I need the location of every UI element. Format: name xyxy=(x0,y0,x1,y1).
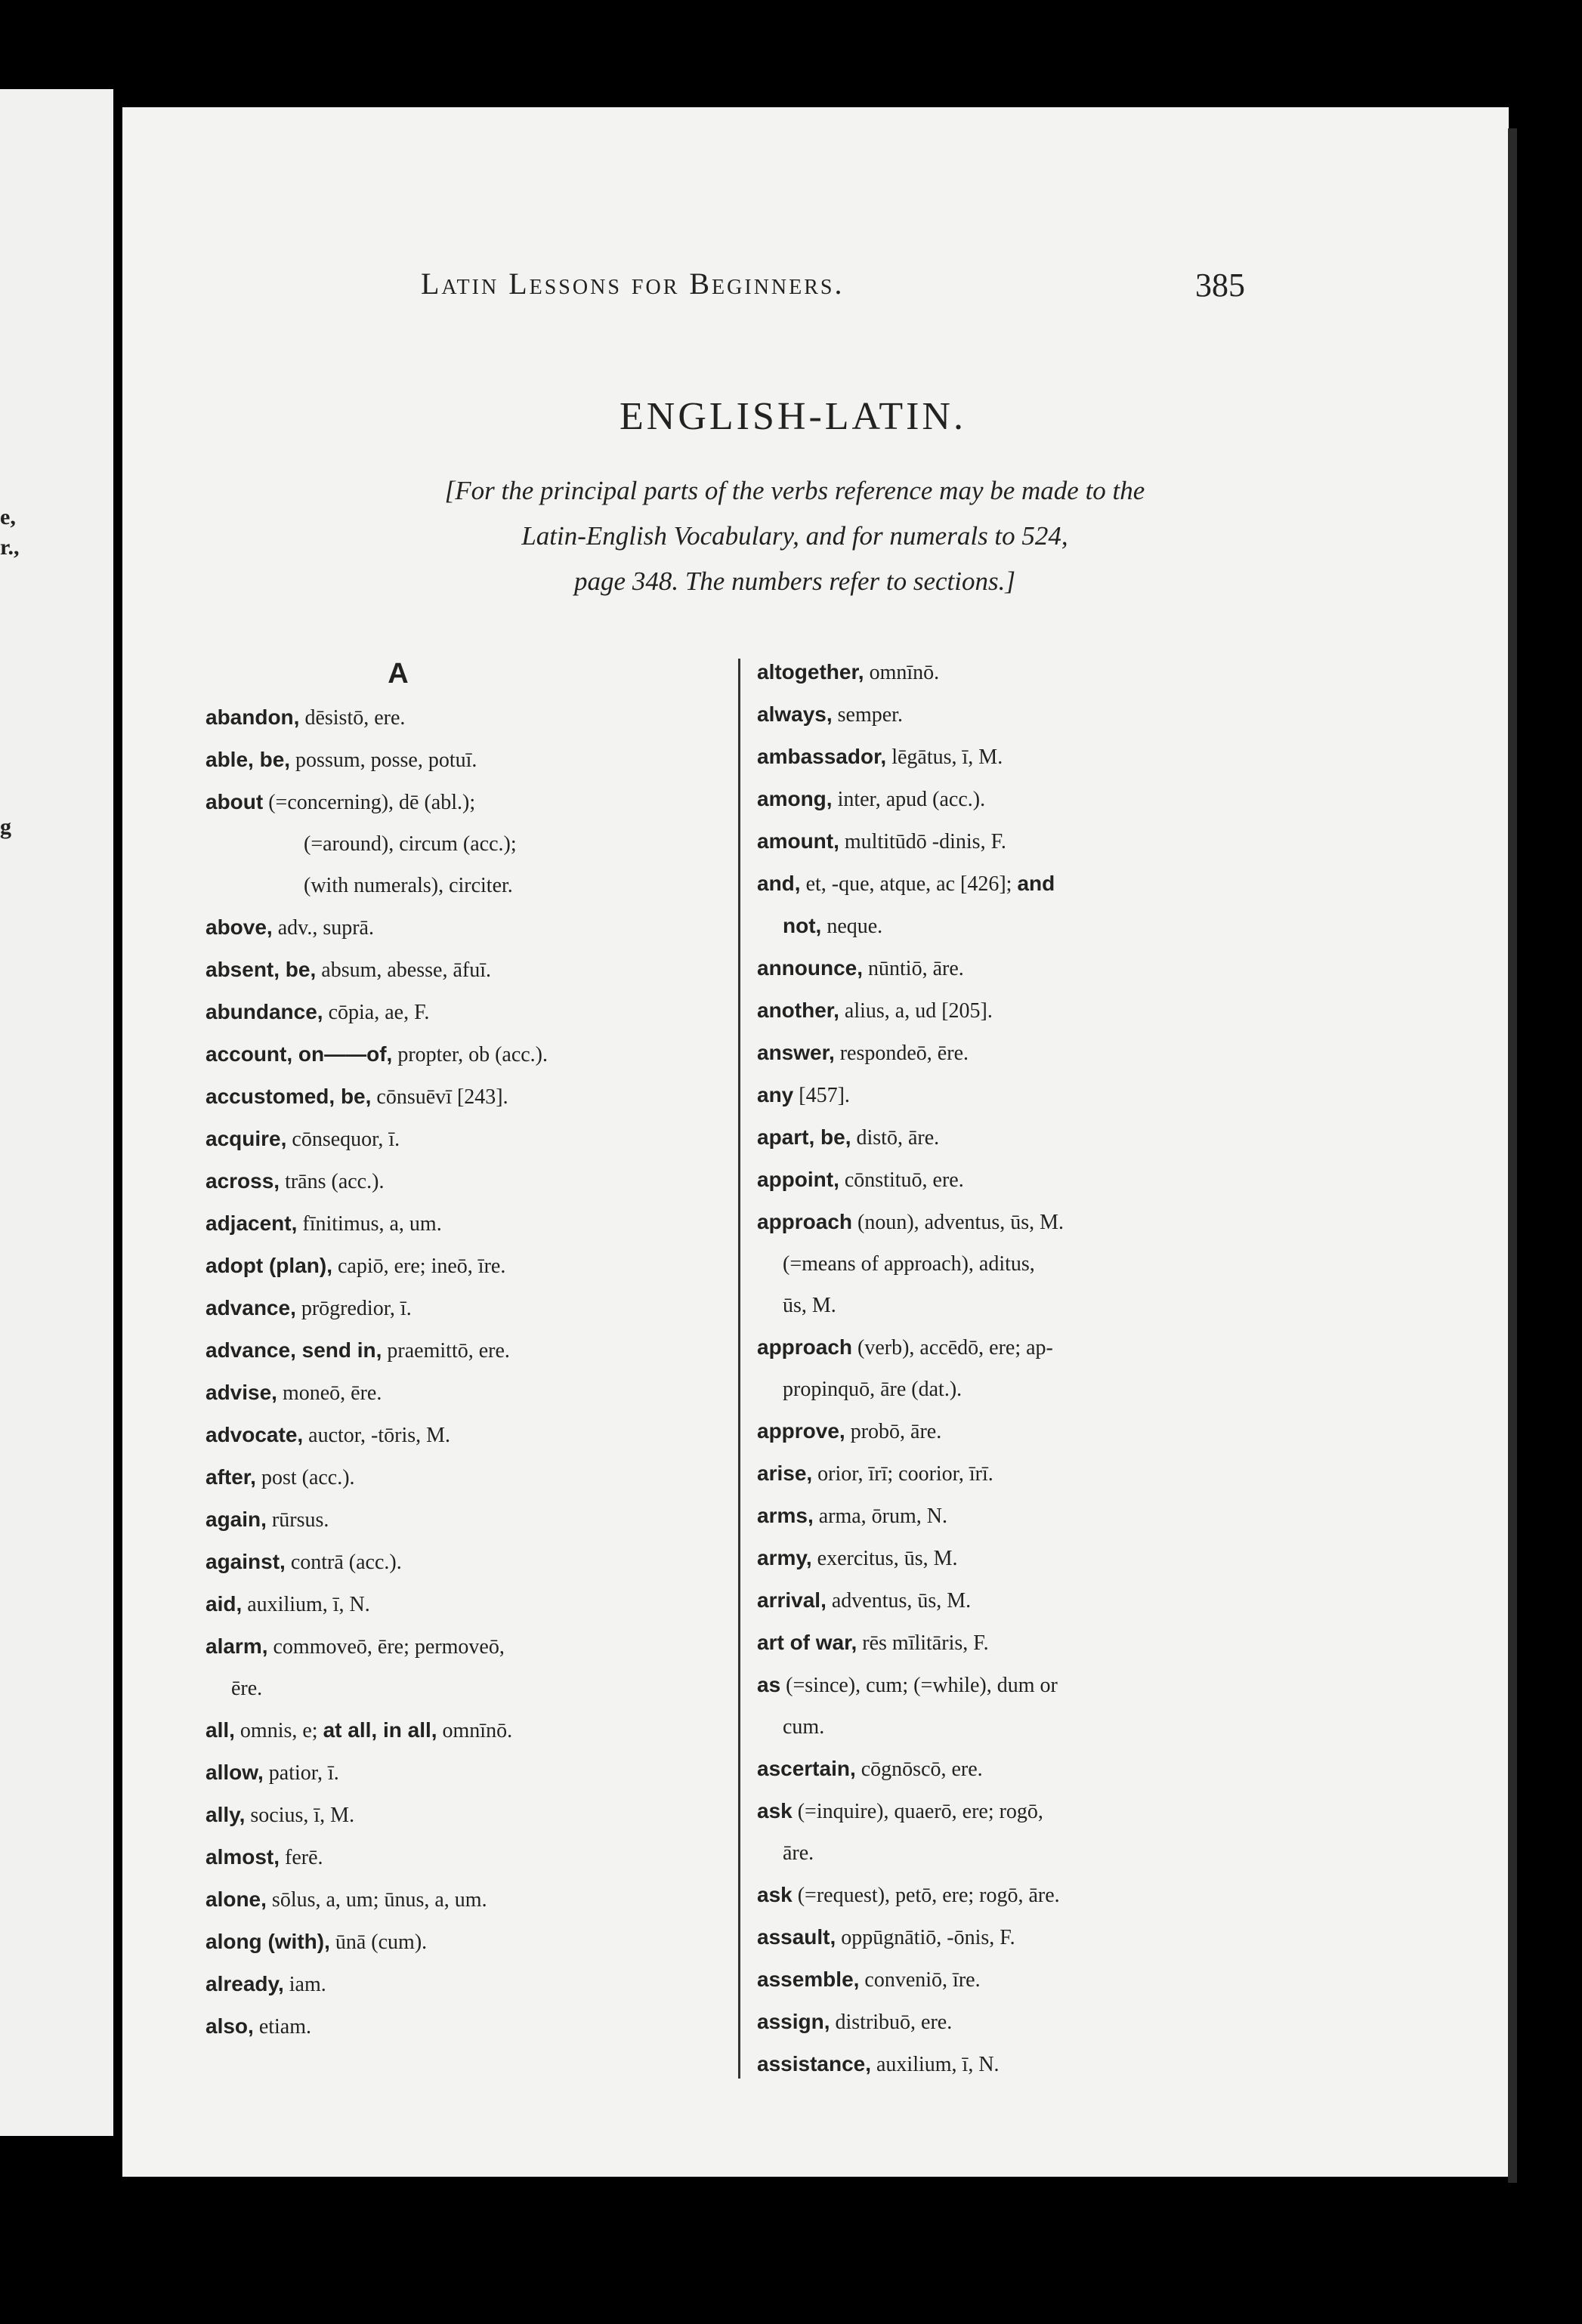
definition: (=concerning), dē (abl.); xyxy=(263,791,476,814)
definition: orior, īrī; coorior, īrī. xyxy=(812,1462,993,1486)
headword: approach xyxy=(757,1210,853,1233)
headword: across, xyxy=(205,1169,280,1193)
headword: answer, xyxy=(757,1041,835,1064)
headword: always, xyxy=(757,702,833,726)
headword: arrival, xyxy=(757,1588,827,1612)
headword: ask xyxy=(757,1799,793,1822)
vocab-entry xyxy=(757,1706,1392,1748)
vocab-entry xyxy=(757,1832,1392,1874)
definition: [457]. xyxy=(793,1084,850,1107)
book-page xyxy=(122,107,1509,2177)
headword: acquire, xyxy=(205,1127,287,1150)
vocab-entry xyxy=(205,1878,817,1921)
adjacent-page-fragment xyxy=(0,89,113,2136)
headword: about xyxy=(205,790,264,813)
definition: auctor, -tōris, M. xyxy=(303,1424,451,1447)
headword: announce, xyxy=(757,956,864,980)
definition: adv., suprā. xyxy=(272,916,374,940)
section-title: ENGLISH-LATIN. xyxy=(620,395,966,438)
headword: advance, xyxy=(205,1296,296,1319)
definition: (=request), petō, ere; rogō, āre. xyxy=(792,1884,1060,1907)
headword: altogether, xyxy=(757,660,864,684)
headword: assign, xyxy=(757,2010,830,2033)
vocab-entry xyxy=(205,949,817,991)
definition: (=since), cum; (=while), dum or xyxy=(780,1674,1058,1697)
headword: approach xyxy=(757,1335,853,1359)
definition: (noun), adventus, ūs, M. xyxy=(852,1211,1064,1234)
definition: alius, a, ud [205]. xyxy=(839,999,993,1023)
headword: arise, xyxy=(757,1461,813,1485)
vocab-entry xyxy=(205,696,817,739)
definition: etiam. xyxy=(253,2015,312,2039)
vocab-entry xyxy=(205,1583,817,1625)
vocab-entry xyxy=(757,693,1392,736)
definition: contrā (acc.). xyxy=(285,1551,402,1574)
definition: et, -que, atque, ac [426]; xyxy=(800,872,1018,896)
vocab-entry xyxy=(757,651,1392,693)
vocab-entry xyxy=(205,1498,817,1541)
headword: ambassador, xyxy=(757,745,887,768)
left-column xyxy=(205,651,817,2048)
definition: cōgnōscō, ere. xyxy=(855,1758,983,1781)
definition: absum, abesse, āfuī. xyxy=(316,958,491,982)
definition: ūs, M. xyxy=(783,1294,836,1317)
definition: distribuō, ere. xyxy=(830,2011,953,2034)
vocab-entry xyxy=(757,1201,1392,1243)
right-column xyxy=(757,651,1392,2085)
letter-heading: A xyxy=(388,658,409,690)
headword: any xyxy=(757,1083,794,1106)
vocab-entry xyxy=(205,865,817,906)
definition: rēs mīlitāris, F. xyxy=(857,1631,989,1655)
definition: auxilium, ī, N. xyxy=(242,1593,370,1616)
definition: conveniō, īre. xyxy=(859,1968,981,1992)
headword: already, xyxy=(205,1972,284,1995)
definition: inter, apud (acc.). xyxy=(832,788,986,811)
vocab-entry xyxy=(757,820,1392,863)
definition: multitūdō -dinis, F. xyxy=(839,830,1006,853)
definition: trāns (acc.). xyxy=(280,1170,385,1193)
headword: abundance, xyxy=(205,1000,323,1023)
definition: (with numerals), circiter. xyxy=(304,874,513,897)
vocab-entry xyxy=(757,1032,1392,1074)
definition: nūntiō, āre. xyxy=(863,957,964,980)
note-line: [For the principal parts of the verbs reference may be made to the xyxy=(444,476,1145,505)
vocab-entry xyxy=(757,1874,1392,1916)
vocab-entry xyxy=(757,1790,1392,1832)
headword: adjacent, xyxy=(205,1211,298,1235)
definition: cōnstituō, ere. xyxy=(839,1168,964,1192)
definition: propinquō, āre (dat.). xyxy=(783,1378,962,1401)
headword: ascertain, xyxy=(757,1757,856,1780)
definition: patior, ī. xyxy=(263,1761,339,1785)
headword: after, xyxy=(205,1465,256,1489)
definition: capiō, ere; ineō, īre. xyxy=(332,1255,506,1278)
headword: alarm, xyxy=(205,1634,268,1658)
vocab-entry xyxy=(205,823,817,865)
vocab-entry xyxy=(205,906,817,949)
vocab-entry xyxy=(757,736,1392,778)
vocab-entry xyxy=(205,1625,817,1668)
definition: auxilium, ī, N. xyxy=(871,2053,1000,2076)
page-number: 385 xyxy=(1195,267,1245,304)
definition: distō, āre. xyxy=(851,1126,940,1150)
definition: propter, ob (acc.). xyxy=(392,1043,548,1066)
fragment-text: r., xyxy=(0,535,20,560)
headword: adopt (plan), xyxy=(205,1254,332,1277)
vocab-entry xyxy=(205,1668,817,1709)
vocab-entry xyxy=(205,1118,817,1160)
vocab-entry xyxy=(205,2005,817,2048)
vocab-entry xyxy=(757,1410,1392,1452)
vocab-entry xyxy=(205,781,817,823)
definition: possum, posse, potuī. xyxy=(290,748,477,772)
vocab-entry xyxy=(757,2001,1392,2043)
vocab-entry xyxy=(205,1245,817,1287)
headword: approve, xyxy=(757,1419,845,1443)
definition: omnīnō. xyxy=(864,661,940,684)
vocab-entry xyxy=(757,1664,1392,1706)
vocab-entry xyxy=(205,1456,817,1498)
definition: ferē. xyxy=(280,1846,323,1869)
headword: allow, xyxy=(205,1761,264,1784)
running-title: Latin Lessons for Beginners. xyxy=(421,267,845,301)
vocab-entry xyxy=(757,1495,1392,1537)
definition: āre. xyxy=(783,1841,814,1865)
vocab-entry xyxy=(205,1794,817,1836)
vocab-entry xyxy=(205,1921,817,1963)
vocab-entry xyxy=(757,1452,1392,1495)
definition: lēgātus, ī, M. xyxy=(886,745,1003,769)
vocab-entry xyxy=(205,1287,817,1329)
headword: again, xyxy=(205,1508,267,1531)
vocab-entry xyxy=(757,1074,1392,1116)
definition: (=inquire), quaerō, ere; rogō, xyxy=(792,1800,1043,1823)
page-header xyxy=(122,266,1509,311)
vocab-entry xyxy=(757,905,1392,947)
headword: almost, xyxy=(205,1845,280,1869)
vocab-entry xyxy=(757,1579,1392,1622)
headword: appoint, xyxy=(757,1168,839,1191)
headword: amount, xyxy=(757,829,839,853)
vocab-entry xyxy=(757,2043,1392,2085)
vocab-entry xyxy=(757,1748,1392,1790)
vocab-entry xyxy=(205,1709,817,1751)
headword: aid, xyxy=(205,1592,243,1616)
page-edge-shadow xyxy=(1508,128,1517,2183)
definition: cōnsuēvī [243]. xyxy=(371,1085,508,1109)
vocab-entry xyxy=(757,863,1392,905)
definition: exercitus, ūs, M. xyxy=(811,1547,958,1570)
vocab-entry xyxy=(757,1916,1392,1958)
definition: respondeō, ēre. xyxy=(834,1042,969,1065)
vocab-entry xyxy=(757,1369,1392,1410)
headword: as xyxy=(757,1673,781,1696)
definition: omnīnō. xyxy=(437,1719,513,1742)
fragment-text: e, xyxy=(0,505,16,529)
definition: neque. xyxy=(821,915,883,938)
headword: apart, be, xyxy=(757,1125,851,1149)
definition: ēre. xyxy=(231,1677,263,1700)
vocab-entry xyxy=(205,739,817,781)
definition: probō, āre. xyxy=(845,1420,942,1443)
headword: advise, xyxy=(205,1381,277,1404)
headword: all, xyxy=(205,1718,235,1742)
headword: among, xyxy=(757,787,833,810)
vocab-entry xyxy=(757,778,1392,820)
definition: (=around), circum (acc.); xyxy=(304,832,517,856)
definition: omnis, e; xyxy=(234,1719,323,1742)
definition: oppūgnātiō, -ōnis, F. xyxy=(836,1926,1015,1949)
definition: prōgredior, ī. xyxy=(295,1297,412,1320)
definition: sōlus, a, um; ūnus, a, um. xyxy=(266,1888,487,1912)
definition: (verb), accēdō, ere; ap- xyxy=(852,1336,1053,1360)
headword: advocate, xyxy=(205,1423,304,1446)
vocab-entry xyxy=(205,991,817,1033)
vocab-entry xyxy=(205,1414,817,1456)
definition: moneō, ēre. xyxy=(277,1381,382,1405)
headword: not, xyxy=(783,914,822,937)
vocab-entry xyxy=(205,1541,817,1583)
headword: able, be, xyxy=(205,748,291,771)
vocab-entry xyxy=(757,1159,1392,1201)
headword: alone, xyxy=(205,1887,267,1911)
definition: socius, ī, M. xyxy=(245,1804,355,1827)
vocab-entry xyxy=(757,947,1392,989)
headword: assistance, xyxy=(757,2052,871,2076)
definition: fīnitimus, a, um. xyxy=(297,1212,442,1236)
headword: arms, xyxy=(757,1504,814,1527)
vocab-entry xyxy=(757,1243,1392,1285)
headword: assemble, xyxy=(757,1968,860,1991)
definition: arma, ōrum, N. xyxy=(813,1505,948,1528)
headword: against, xyxy=(205,1550,286,1573)
definition: commoveō, ēre; permoveō, xyxy=(267,1635,505,1659)
fragment-text: g xyxy=(0,814,11,839)
vocab-entry xyxy=(205,1836,817,1878)
definition: cum. xyxy=(783,1715,825,1739)
vocab-entry xyxy=(757,1326,1392,1369)
headword: and xyxy=(1017,872,1055,895)
vocab-entry xyxy=(205,1329,817,1372)
definition: post (acc.). xyxy=(255,1466,355,1489)
definition: ūnā (cum). xyxy=(329,1930,428,1954)
vocab-entry xyxy=(757,1537,1392,1579)
headword: above, xyxy=(205,915,273,939)
headword: and, xyxy=(757,872,801,895)
vocab-entry xyxy=(205,1372,817,1414)
definition: iam. xyxy=(283,1973,326,1996)
vocab-entry xyxy=(757,1622,1392,1664)
headword: advance, send in, xyxy=(205,1338,382,1362)
vocab-entry xyxy=(205,1076,817,1118)
headword: account, on——of, xyxy=(205,1042,393,1066)
definition: praemittō, ere. xyxy=(382,1339,510,1363)
headword: another, xyxy=(757,998,839,1022)
vocab-entry xyxy=(757,1116,1392,1159)
definition: cōpia, ae, F. xyxy=(323,1001,430,1024)
vocab-entry xyxy=(205,1033,817,1076)
headword: assault, xyxy=(757,1925,836,1949)
headword: ask xyxy=(757,1883,793,1906)
headword: abandon, xyxy=(205,705,300,729)
vocab-entry xyxy=(757,1958,1392,2001)
definition: adventus, ūs, M. xyxy=(826,1589,972,1613)
vocab-entry xyxy=(205,1202,817,1245)
headword: along (with), xyxy=(205,1930,330,1953)
vocab-entry xyxy=(757,989,1392,1032)
headword: accustomed, be, xyxy=(205,1085,372,1108)
definition: dēsistō, ere. xyxy=(299,706,406,730)
note-line: Latin-English Vocabulary, and for numerals to 524, xyxy=(521,521,1068,551)
definition: rūrsus. xyxy=(266,1508,329,1532)
vocab-entry xyxy=(205,1160,817,1202)
definition: (=means of approach), aditus, xyxy=(783,1252,1035,1276)
headword: at all, in all, xyxy=(323,1718,437,1742)
headword: art of war, xyxy=(757,1631,857,1654)
headword: absent, be, xyxy=(205,958,317,981)
vocab-entry xyxy=(757,1285,1392,1326)
headword: army, xyxy=(757,1546,812,1569)
vocab-entry xyxy=(205,1751,817,1794)
editorial-note xyxy=(205,468,1384,604)
headword: ally, xyxy=(205,1803,246,1826)
vocab-entry xyxy=(205,1963,817,2005)
definition: semper. xyxy=(832,703,903,727)
headword: also, xyxy=(205,2014,254,2038)
note-line: page 348. The numbers refer to sections.] xyxy=(574,566,1015,596)
definition: cōnsequor, ī. xyxy=(286,1128,400,1151)
